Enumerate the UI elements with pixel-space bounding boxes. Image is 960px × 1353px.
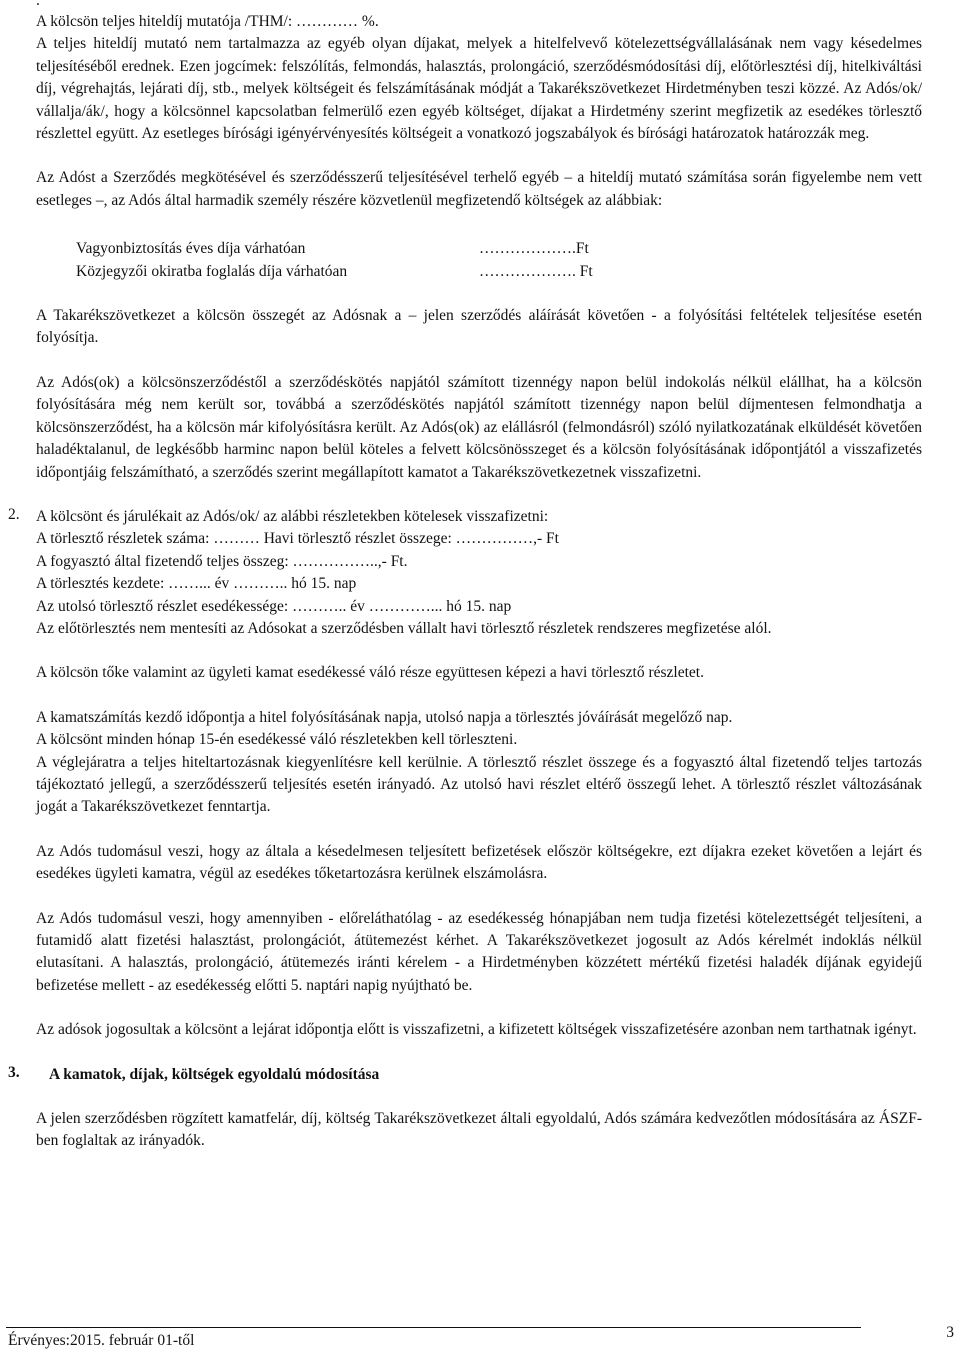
repayment-line: A kölcsönt és járulékait az Adós/ok/ az alábbi részletekben kötelesek visszafizetni:	[36, 507, 549, 525]
page-number: 3	[946, 1324, 954, 1341]
repayment-line: Az utolsó törlesztő részlet esedékessége: ……….. év …………... hó 15. nap	[36, 597, 512, 615]
document-page	[8, 0, 922, 1349]
cost-label: Vagyonbiztosítás éves díja várhatóan	[76, 240, 306, 258]
repayment-line: A törlesztő részletek száma: ……… Havi törlesztő részlet összege: ……………,- Ft	[36, 530, 559, 548]
settlement-order-paragraph: Az Adós tudomásul veszi, hogy az általa a késedelmesen teljesített befizetések először költségekre, ezt díjakra ezeket követően a lejárt és esedékes ügyleti kamatra, végül az esedékes tőketartozásra kerülnek elszámolásra.	[36, 842, 922, 883]
interest-calc-paragraph: A kamatszámítás kezdő időpontja a hitel folyósításának napja, utolsó napja a törlesztés jóváírását megelőző nap.	[36, 708, 733, 726]
early-repayment-paragraph: Az adósok jogosultak a kölcsönt a lejárat időpontja előtt is visszafizetni, a kifizetett költségek visszafizetésére azonban nem tarthatnak igényt.	[36, 1021, 917, 1039]
repayment-line: A törlesztés kezdete: ……... év ……….. hó 15. nap	[36, 575, 357, 593]
repayment-line: A fogyasztó által fizetendő teljes összeg: ……………..,- Ft.	[36, 552, 408, 570]
other-costs-intro: Az Adóst a Szerződés megkötésével és szerződésszerű teljesítésével terhelő egyéb – a hiteldíj mutató számítása során figyelembe nem vett esetleges –, az Adós által harmadik személy részére közvetlenül megfizetendő költségek az alábbiak:	[36, 169, 922, 209]
footer-divider	[6, 1327, 861, 1328]
cost-value: ………………. Ft	[479, 262, 593, 280]
section-title: A kamatok, díjak, költségek egyoldalú módosítása	[49, 1065, 380, 1083]
disbursement-paragraph: A Takarékszövetkezet a kölcsön összegét az Adósnak a – jelen szerződés aláírását követően - a folyósítási feltételek teljesítése esetén folyósítja.	[36, 307, 922, 347]
footer-validity: Érvényes:2015. február 01-től	[8, 1332, 195, 1349]
section-number: 3.	[8, 1063, 20, 1081]
section-3-heading	[8, 1063, 922, 1086]
cost-label: Közjegyzői okiratba foglalás díja várhatóan	[76, 262, 348, 280]
costs-list	[76, 238, 922, 283]
section-3-body: A jelen szerződésben rögzített kamatfelár, díj, költség Takarékszövetkezet általi egyoldalú, Adós számára kedvezőtlen módosítására az ÁSZF-ben foglaltak az irányadók.	[36, 1110, 922, 1150]
deferral-paragraph: Az Adós tudomásul veszi, hogy amennyiben - előreláthatólag - az esedékesség hónapjában nem tudja fizetési kötelezettségét teljesíteni, a futamidő alatt fizetési halasztást, prolongációt, átütemezést kérhet. A Takarékszövetkezet jogosult az Adós kérelmét indoklás nélkül elutasítani. A halasztás, prolongáció, átütemezés iránti kérelem - a Hirdetményben közzétett mértékű fizetési haladék díjának egyidejű befizetése mellett - az esedékesség előtti 5. naptári napig nyújtható be.	[36, 909, 922, 994]
interest-calc-paragraph: A kölcsönt minden hónap 15-én esedékessé váló részletekben kell törleszteni.	[36, 731, 518, 749]
section-number: 2.	[8, 505, 20, 523]
thm-detail: A teljes hiteldíj mutató nem tartalmazza az egyéb olyan díjakat, melyek a hitelfelvevő kötelezettségvállalásának nem vagy késedelmes teljesítéséből erednek. Ezen jogcímek: felszólítás, felmondás, halasztás, prolongáció, szerződésmódosítási díj, előtörlesztési díj, hitelkiváltási díj, végrehajtás, lejárati díj, stb., melyek költségeit és felszámításának módját a Takarékszövetkezet Hirdetményben teszi közzé. Az Adós/ok/ vállalja/ák/, hogy a kölcsönnel kapcsolatban felmerülő ezen egyéb költséget, díjakat a Hirdetmény szerint megfizetik az esedékes törlesztő részlettel együtt. Az esetleges bírósági igényérvényesítés költségeit a vonatkozó jogszabályok és bírósági határozatok határozzák meg.	[36, 35, 922, 143]
withdrawal-paragraph: Az Adós(ok) a kölcsönszerződéstől a szerződéskötés napjától számított tizennégy napon belül indokolás nélkül elállhat, ha a kölcsön folyósítására még nem került sor, továbbá a szerződéskötés napjától számított tizennégy napon belül díjmentesen felmondhatja a kölcsönszerződést, ha a kölcsön már kifolyósításra került. Az Adós(ok) az elállásról (felmondásról) szóló nyilatkozatának elküldését követően haladéktalanul, de legkésőbb harminc napon belül köteles a felvett kölcsönösszeget és a kölcsön folyósításának időpontjától a visszafizetés időpontjáig felszámítható, a szerződés szerint megállapított kamatot a Takarékszövetkezetnek visszafizetni.	[36, 373, 922, 481]
thm-line: A kölcsön teljes hiteldíj mutatója /THM/: ………… %.	[36, 13, 379, 30]
top-mark: .	[36, 0, 40, 9]
interest-calc-paragraph: A véglejáratra a teljes hiteltartozásnak kiegyenlítésre kell kerülnie. A törlesztő részlet összege és a fogyasztó által fizetendő teljes tartozás tájékoztató jellegű, a szerződésszerű teljesítés esetén irányadó. Az utolsó havi részlet eltérő összegű lehet. A törlesztő részlet változásának jogát a Takarékszövetkezet fenntartja.	[36, 753, 922, 816]
section-2	[8, 505, 922, 640]
thm-block	[36, 0, 922, 145]
prepayment-note: Az előtörlesztés nem mentesíti az Adósokat a szerződésben vállalt havi törlesztő részletek rendszeres megfizetése alól.	[36, 619, 772, 637]
principal-interest-paragraph: A kölcsön tőke valamint az ügyleti kamat esedékessé váló része együttesen képezi a havi törlesztő részletet.	[36, 664, 704, 682]
cost-value: ……………….Ft	[479, 240, 589, 258]
